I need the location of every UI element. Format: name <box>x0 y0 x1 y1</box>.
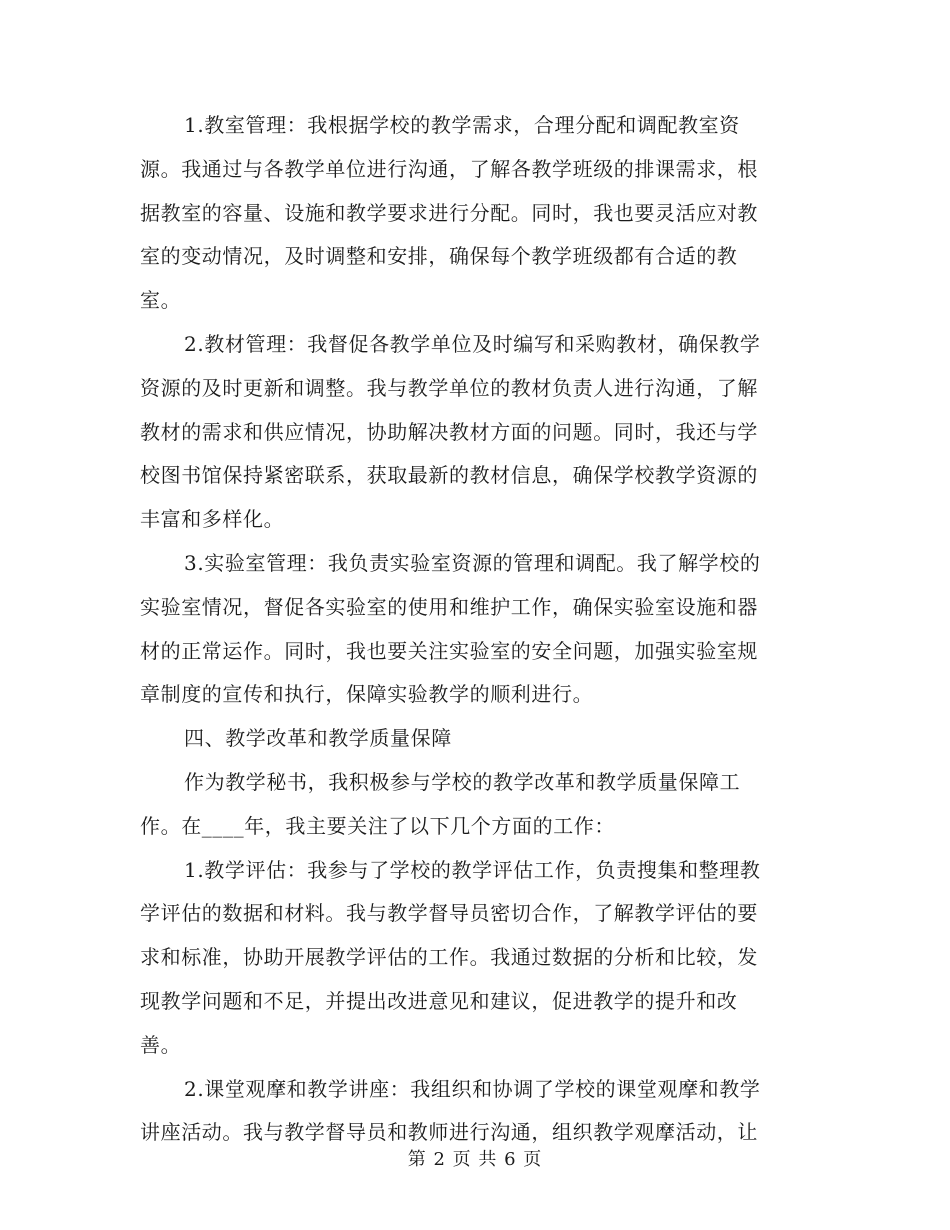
paragraph-line: 1.教学评估：我参与了学校的教学评估工作，负责搜集和整理教 <box>184 857 761 882</box>
paragraph-line: 室。 <box>140 288 182 313</box>
paragraph-line: 章制度的宣传和执行，保障实验教学的顺利进行。 <box>140 682 594 707</box>
paragraph-line: 2.教材管理：我督促各教学单位及时编写和采购教材，确保教学 <box>184 331 761 356</box>
paragraph-line: 作。在____年，我主要关注了以下几个方面的工作： <box>140 813 615 838</box>
paragraph-line: 教材的需求和供应情况，协助解决教材方面的问题。同时，我还与学 <box>140 419 758 444</box>
paragraph-line: 学评估的数据和材料。我与教学督导员密切合作，了解教学评估的要 <box>140 901 758 926</box>
page-number-footer: 第 2 页 共 6 页 <box>407 1149 543 1170</box>
section-heading: 四、教学改革和教学质量保障 <box>184 726 452 751</box>
paragraph-line: 作为教学秘书，我积极参与学校的教学改革和教学质量保障工 <box>184 769 741 794</box>
paragraph-line: 室的变动情况，及时调整和安排，确保每个教学班级都有合适的教 <box>140 244 738 269</box>
paragraph-line: 善。 <box>140 1032 182 1057</box>
paragraph-line: 3.实验室管理：我负责实验室资源的管理和调配。我了解学校的 <box>184 550 761 575</box>
document-body <box>140 104 806 1155</box>
paragraph-line: 丰富和多样化。 <box>140 507 285 532</box>
paragraph-line: 讲座活动。我与教学督导员和教师进行沟通，组织教学观摩活动，让 <box>140 1120 758 1145</box>
paragraph-line: 实验室情况，督促各实验室的使用和维护工作，确保实验室设施和器 <box>140 594 758 619</box>
paragraph-line: 校图书馆保持紧密联系，获取最新的教材信息，确保学校教学资源的 <box>140 463 758 488</box>
paragraph-line: 据教室的容量、设施和教学要求进行分配。同时，我也要灵活应对教 <box>140 200 758 225</box>
paragraph-line: 1.教室管理：我根据学校的教学需求，合理分配和调配教室资 <box>184 113 740 137</box>
paragraph-line: 材的正常运作。同时，我也要关注实验室的安全问题，加强实验室规 <box>140 638 758 663</box>
paragraph-line: 资源的及时更新和调整。我与教学单位的教材负责人进行沟通，了解 <box>140 375 758 400</box>
paragraph-line: 求和标准，协助开展教学评估的工作。我通过数据的分析和比较，发 <box>140 945 758 970</box>
paragraph-line: 现教学问题和不足，并提出改进意见和建议，促进教学的提升和改 <box>140 988 738 1013</box>
paragraph-line: 源。我通过与各教学单位进行沟通，了解各教学班级的排课需求，根 <box>140 156 758 181</box>
paragraph-line: 2.课堂观摩和教学讲座：我组织和协调了学校的课堂观摩和教学 <box>184 1076 761 1101</box>
